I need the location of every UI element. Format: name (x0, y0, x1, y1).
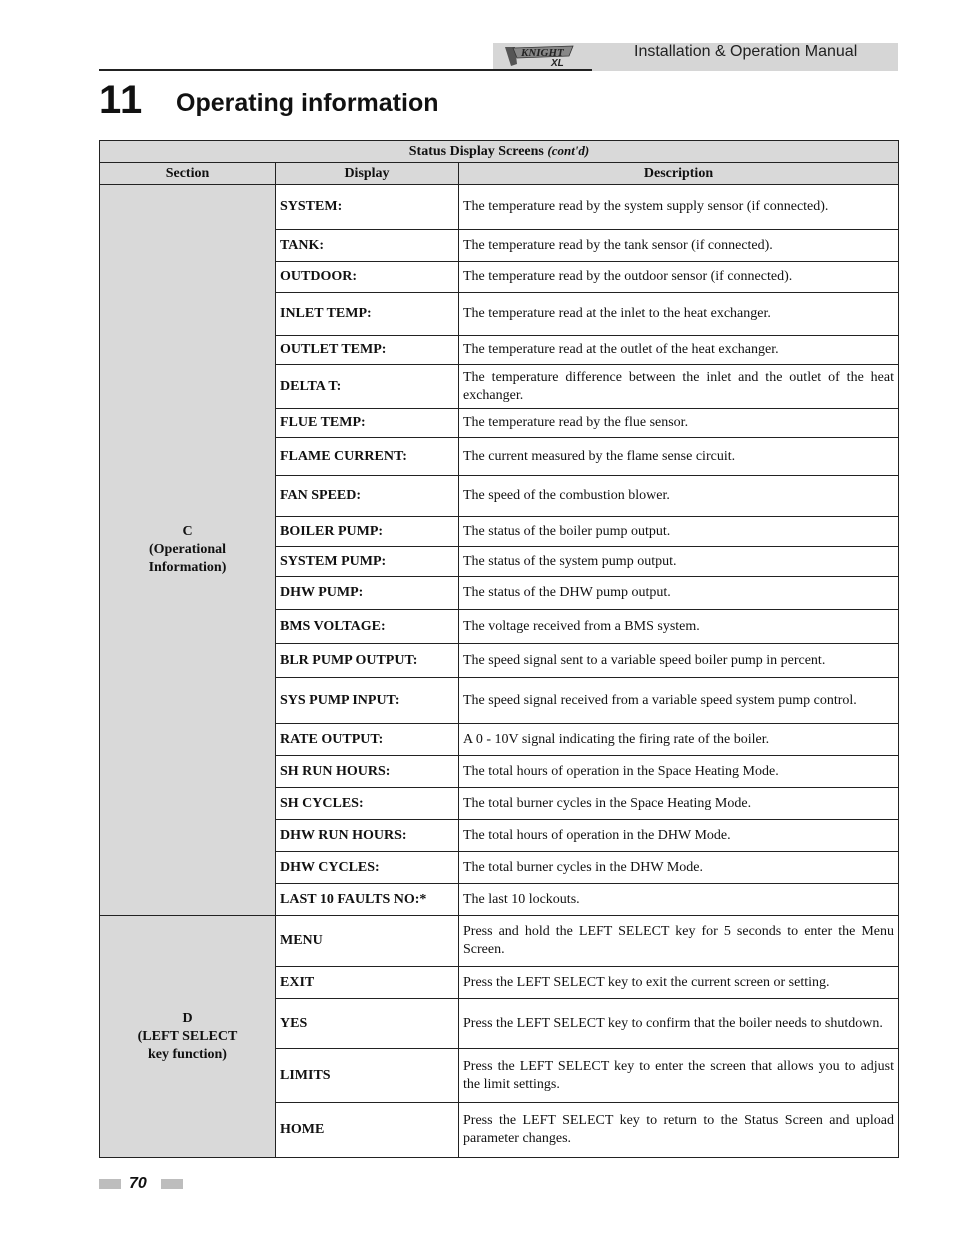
description-cell: The speed of the combustion blower. (459, 476, 899, 517)
display-cell: INLET TEMP: (276, 293, 459, 336)
display-cell: FAN SPEED: (276, 476, 459, 517)
display-cell: LIMITS (276, 1049, 459, 1103)
description-cell: The temperature read by the tank sensor (if connected). (459, 230, 899, 262)
svg-text:KNIGHT: KNIGHT (521, 47, 564, 59)
section-c-line3: Information) (148, 560, 227, 575)
chapter-number: 11 (99, 78, 144, 122)
footer-bar-left (99, 1179, 121, 1189)
description-cell: The temperature read at the inlet to the heat exchanger. (459, 293, 899, 336)
page-footer (99, 1177, 189, 1193)
description-cell: The temperature difference between the inlet and the outlet of the heat exchanger. (459, 365, 899, 409)
table-title-row (100, 141, 899, 163)
description-cell: The temperature read by the flue sensor. (459, 409, 899, 438)
section-d-line3: key function) (148, 1046, 227, 1062)
description-cell: The temperature read by the system supply sensor (if connected). (459, 185, 899, 230)
description-cell: The speed signal sent to a variable speed boiler pump in percent. (459, 644, 899, 678)
table-row (100, 916, 899, 967)
page-number: 70 (129, 1175, 147, 1192)
display-cell: HOME (276, 1103, 459, 1158)
column-header-row (100, 163, 899, 185)
display-cell: SH CYCLES: (276, 788, 459, 820)
status-display-table (99, 140, 899, 1158)
description-cell: The total burner cycles in the Space Heating Mode. (459, 788, 899, 820)
description-cell: The current measured by the flame sense circuit. (459, 438, 899, 476)
display-cell: DHW RUN HOURS: (276, 820, 459, 852)
table-title-suffix: (cont'd) (547, 143, 590, 158)
chapter-title: Operating information (176, 89, 439, 117)
column-header-display: Display (276, 163, 459, 185)
description-cell: A 0 - 10V signal indicating the firing rate of the boiler. (459, 724, 899, 756)
section-d-letter: D (182, 1010, 193, 1026)
table-title-text: Status Display Screens (408, 144, 544, 159)
description-cell: The status of the system pump output. (459, 547, 899, 577)
display-cell: BMS VOLTAGE: (276, 610, 459, 644)
display-cell: BOILER PUMP: (276, 517, 459, 547)
description-cell: Press the LEFT SELECT key to confirm that the boiler needs to shutdown. (459, 999, 899, 1049)
footer-bar-right (161, 1179, 183, 1189)
section-c-letter: C (182, 524, 193, 539)
description-cell: Press the LEFT SELECT key to enter the screen that allows you to adjust the limit settings. (459, 1049, 899, 1103)
description-cell: Press and hold the LEFT SELECT key for 5 seconds to enter the Menu Screen. (459, 916, 899, 967)
display-cell: DHW PUMP: (276, 577, 459, 610)
display-cell: OUTDOOR: (276, 262, 459, 293)
description-cell: The voltage received from a BMS system. (459, 610, 899, 644)
display-cell: BLR PUMP OUTPUT: (276, 644, 459, 678)
display-cell: TANK: (276, 230, 459, 262)
svg-text:XL: XL (551, 58, 564, 68)
section-d-cell (100, 916, 276, 1158)
description-cell: The speed signal received from a variable speed system pump control. (459, 678, 899, 724)
description-cell: The temperature read by the outdoor sensor (if connected). (459, 262, 899, 293)
description-cell: The total burner cycles in the DHW Mode. (459, 852, 899, 884)
display-cell: MENU (276, 916, 459, 967)
display-cell: YES (276, 999, 459, 1049)
display-cell: SH RUN HOURS: (276, 756, 459, 788)
display-cell: OUTLET TEMP: (276, 336, 459, 365)
description-cell: The total hours of operation in the Space Heating Mode. (459, 756, 899, 788)
column-header-description: Description (459, 163, 899, 185)
description-cell: The last 10 lockouts. (459, 884, 899, 916)
description-cell: The total hours of operation in the DHW Mode. (459, 820, 899, 852)
description-cell: The status of the DHW pump output. (459, 577, 899, 610)
section-c-line2: (Operational (149, 542, 226, 557)
manual-title: Installation & Operation Manual (634, 43, 858, 60)
display-cell: EXIT (276, 967, 459, 999)
description-cell: The temperature read at the outlet of the heat exchanger. (459, 336, 899, 365)
display-cell: FLAME CURRENT: (276, 438, 459, 476)
description-cell: Press the LEFT SELECT key to return to the Status Screen and upload parameter changes. (459, 1103, 899, 1158)
display-cell: SYS PUMP INPUT: (276, 678, 459, 724)
table-title (100, 141, 899, 163)
display-cell: RATE OUTPUT: (276, 724, 459, 756)
table-row (100, 185, 899, 230)
display-cell: SYSTEM PUMP: (276, 547, 459, 577)
display-cell: SYSTEM: (276, 185, 459, 230)
description-cell: The status of the boiler pump output. (459, 517, 899, 547)
section-d-line2: (LEFT SELECT (137, 1028, 238, 1044)
display-cell: FLUE TEMP: (276, 409, 459, 438)
display-cell: DELTA T: (276, 365, 459, 409)
description-cell: Press the LEFT SELECT key to exit the current screen or setting. (459, 967, 899, 999)
header-rule (99, 69, 592, 71)
section-c-cell (100, 185, 276, 916)
knight-xl-logo (503, 44, 579, 68)
column-header-section: Section (100, 163, 276, 185)
display-cell: LAST 10 FAULTS NO:* (276, 884, 459, 916)
display-cell: DHW CYCLES: (276, 852, 459, 884)
